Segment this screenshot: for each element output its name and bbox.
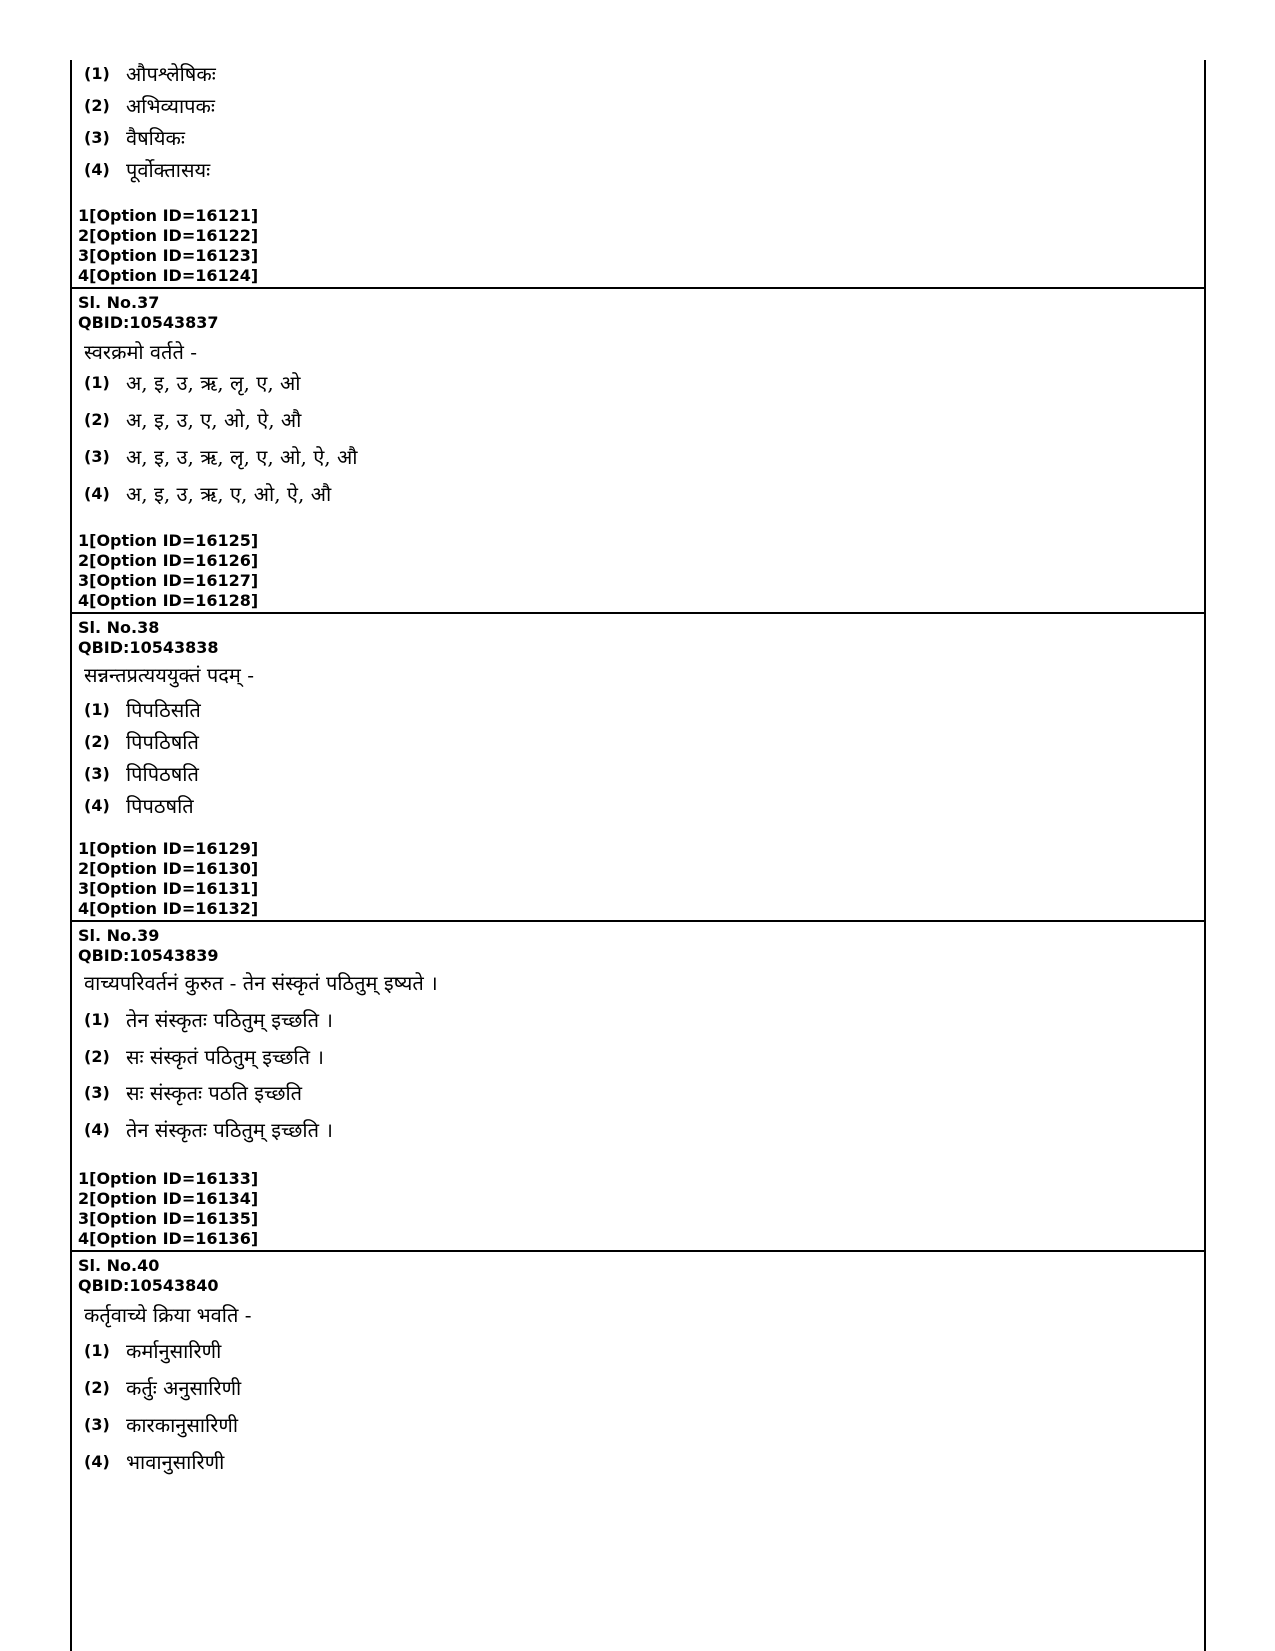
- option-number: (1): [84, 64, 110, 83]
- option-text: तेन संस्कृतः पठितुम् इच्छति ।: [126, 1008, 333, 1032]
- option-number: (3): [84, 764, 110, 783]
- option-1: [84, 369, 301, 399]
- option-id: 1[Option ID=16129]: [78, 839, 259, 858]
- option-text: अ, इ, उ, ऋ, ए, ओ, ऐ, औ: [126, 482, 332, 506]
- option-text: पूर्वोक्तासयः: [126, 158, 211, 182]
- option-number: (2): [84, 1047, 110, 1066]
- option-text: अ, इ, उ, ऋ, लृ, ए, ओ, ऐ, औ: [126, 445, 358, 469]
- option-text: अ, इ, उ, ए, ओ, ऐ, औ: [126, 408, 302, 432]
- serial-number: Sl. No.37: [78, 293, 160, 312]
- option-3: [84, 1079, 302, 1109]
- option-2: [84, 1374, 241, 1404]
- option-2: [84, 406, 301, 436]
- option-id: 2[Option ID=16126]: [78, 551, 259, 570]
- option-text: पिपठिसति: [126, 698, 201, 722]
- option-id: 3[Option ID=16135]: [78, 1209, 259, 1228]
- option-3: [84, 443, 357, 473]
- option-text: अ, इ, उ, ऋ, लृ, ए, ओ: [126, 371, 301, 395]
- question-block-39: [72, 922, 1204, 1250]
- option-id: 3[Option ID=16131]: [78, 879, 259, 898]
- option-text: पिपठिषति: [126, 730, 199, 754]
- question-block-37: [72, 289, 1204, 614]
- option-3: [84, 1411, 238, 1441]
- option-number: (1): [84, 700, 110, 719]
- option-2: [84, 1043, 324, 1073]
- option-number: (4): [84, 484, 110, 503]
- option-3: [84, 760, 199, 790]
- option-text: पिपठषति: [126, 794, 194, 818]
- option-number: (2): [84, 96, 110, 115]
- option-1: [84, 696, 201, 726]
- option-4: [84, 156, 210, 186]
- qbid: QBID:10543838: [78, 638, 219, 657]
- option-text: सः संस्कृतं पठितुम् इच्छति ।: [126, 1045, 324, 1069]
- option-3: [84, 124, 185, 154]
- qbid: QBID:10543840: [78, 1276, 219, 1295]
- option-2: [84, 728, 199, 758]
- option-text: पिपिठषति: [126, 762, 199, 786]
- question-text: वाच्यपरिवर्तनं कुरुत - तेन संस्कृतं पठितुम् इष्यते ।: [84, 971, 438, 995]
- option-number: (2): [84, 1378, 110, 1397]
- option-text: तेन संस्कृतः पठितुम् इच्छति ।: [126, 1118, 333, 1142]
- option-id: 1[Option ID=16121]: [78, 206, 259, 225]
- option-4: [84, 480, 331, 510]
- option-id-list: [78, 206, 258, 286]
- option-number: (3): [84, 128, 110, 147]
- option-id-list: [78, 839, 258, 919]
- serial-number: Sl. No.39: [78, 926, 160, 945]
- qbid: QBID:10543839: [78, 946, 219, 965]
- option-number: (3): [84, 447, 110, 466]
- question-block-36-continued: [72, 60, 1204, 298]
- option-2: [84, 92, 215, 122]
- serial-number: Sl. No.38: [78, 618, 160, 637]
- option-number: (1): [84, 1010, 110, 1029]
- option-id: 1[Option ID=16133]: [78, 1169, 259, 1188]
- option-text: सः संस्कृतः पठति इच्छति: [126, 1081, 303, 1105]
- option-id-list: [78, 1169, 258, 1249]
- option-text: कर्तुः अनुसारिणी: [126, 1376, 242, 1400]
- option-number: (4): [84, 796, 110, 815]
- option-id: 2[Option ID=16134]: [78, 1189, 259, 1208]
- option-4: [84, 792, 194, 822]
- option-id: 4[Option ID=16124]: [78, 266, 259, 285]
- option-number: (4): [84, 160, 110, 179]
- option-id: 4[Option ID=16132]: [78, 899, 259, 918]
- option-number: (2): [84, 410, 110, 429]
- question-block-40: [72, 1252, 1204, 1651]
- option-id: 4[Option ID=16136]: [78, 1229, 259, 1248]
- option-id: 1[Option ID=16125]: [78, 531, 259, 550]
- qbid: QBID:10543837: [78, 313, 219, 332]
- option-text: कर्मानुसारिणी: [126, 1339, 222, 1363]
- option-text: औपश्लेषिकः: [126, 62, 216, 86]
- question-paper-frame: [70, 60, 1206, 1651]
- option-number: (3): [84, 1415, 110, 1434]
- option-text: कारकानुसारिणी: [126, 1413, 239, 1437]
- option-text: वैषयिकः: [126, 126, 185, 150]
- serial-number: Sl. No.40: [78, 1256, 160, 1275]
- option-number: (4): [84, 1120, 110, 1139]
- question-text: कर्तृवाच्ये क्रिया भवति -: [84, 1303, 252, 1327]
- option-text: अभिव्यापकः: [126, 94, 215, 118]
- option-1: [84, 60, 216, 90]
- option-id-list: [78, 531, 258, 611]
- option-4: [84, 1448, 224, 1478]
- option-id: 3[Option ID=16127]: [78, 571, 259, 590]
- option-number: (1): [84, 373, 110, 392]
- option-number: (4): [84, 1452, 110, 1471]
- option-id: 2[Option ID=16130]: [78, 859, 259, 878]
- option-1: [84, 1337, 221, 1367]
- option-number: (2): [84, 732, 110, 751]
- option-4: [84, 1116, 333, 1146]
- option-1: [84, 1006, 333, 1036]
- question-block-38: [72, 614, 1204, 920]
- option-id: 3[Option ID=16123]: [78, 246, 259, 265]
- option-number: (3): [84, 1083, 110, 1102]
- question-text: स्वरक्रमो वर्तते -: [84, 340, 197, 364]
- question-text: सन्नन्तप्रत्यययुक्तं पदम् -: [84, 663, 254, 687]
- option-number: (1): [84, 1341, 110, 1360]
- option-id: 4[Option ID=16128]: [78, 591, 259, 610]
- option-id: 2[Option ID=16122]: [78, 226, 259, 245]
- option-text: भावानुसारिणी: [126, 1450, 225, 1474]
